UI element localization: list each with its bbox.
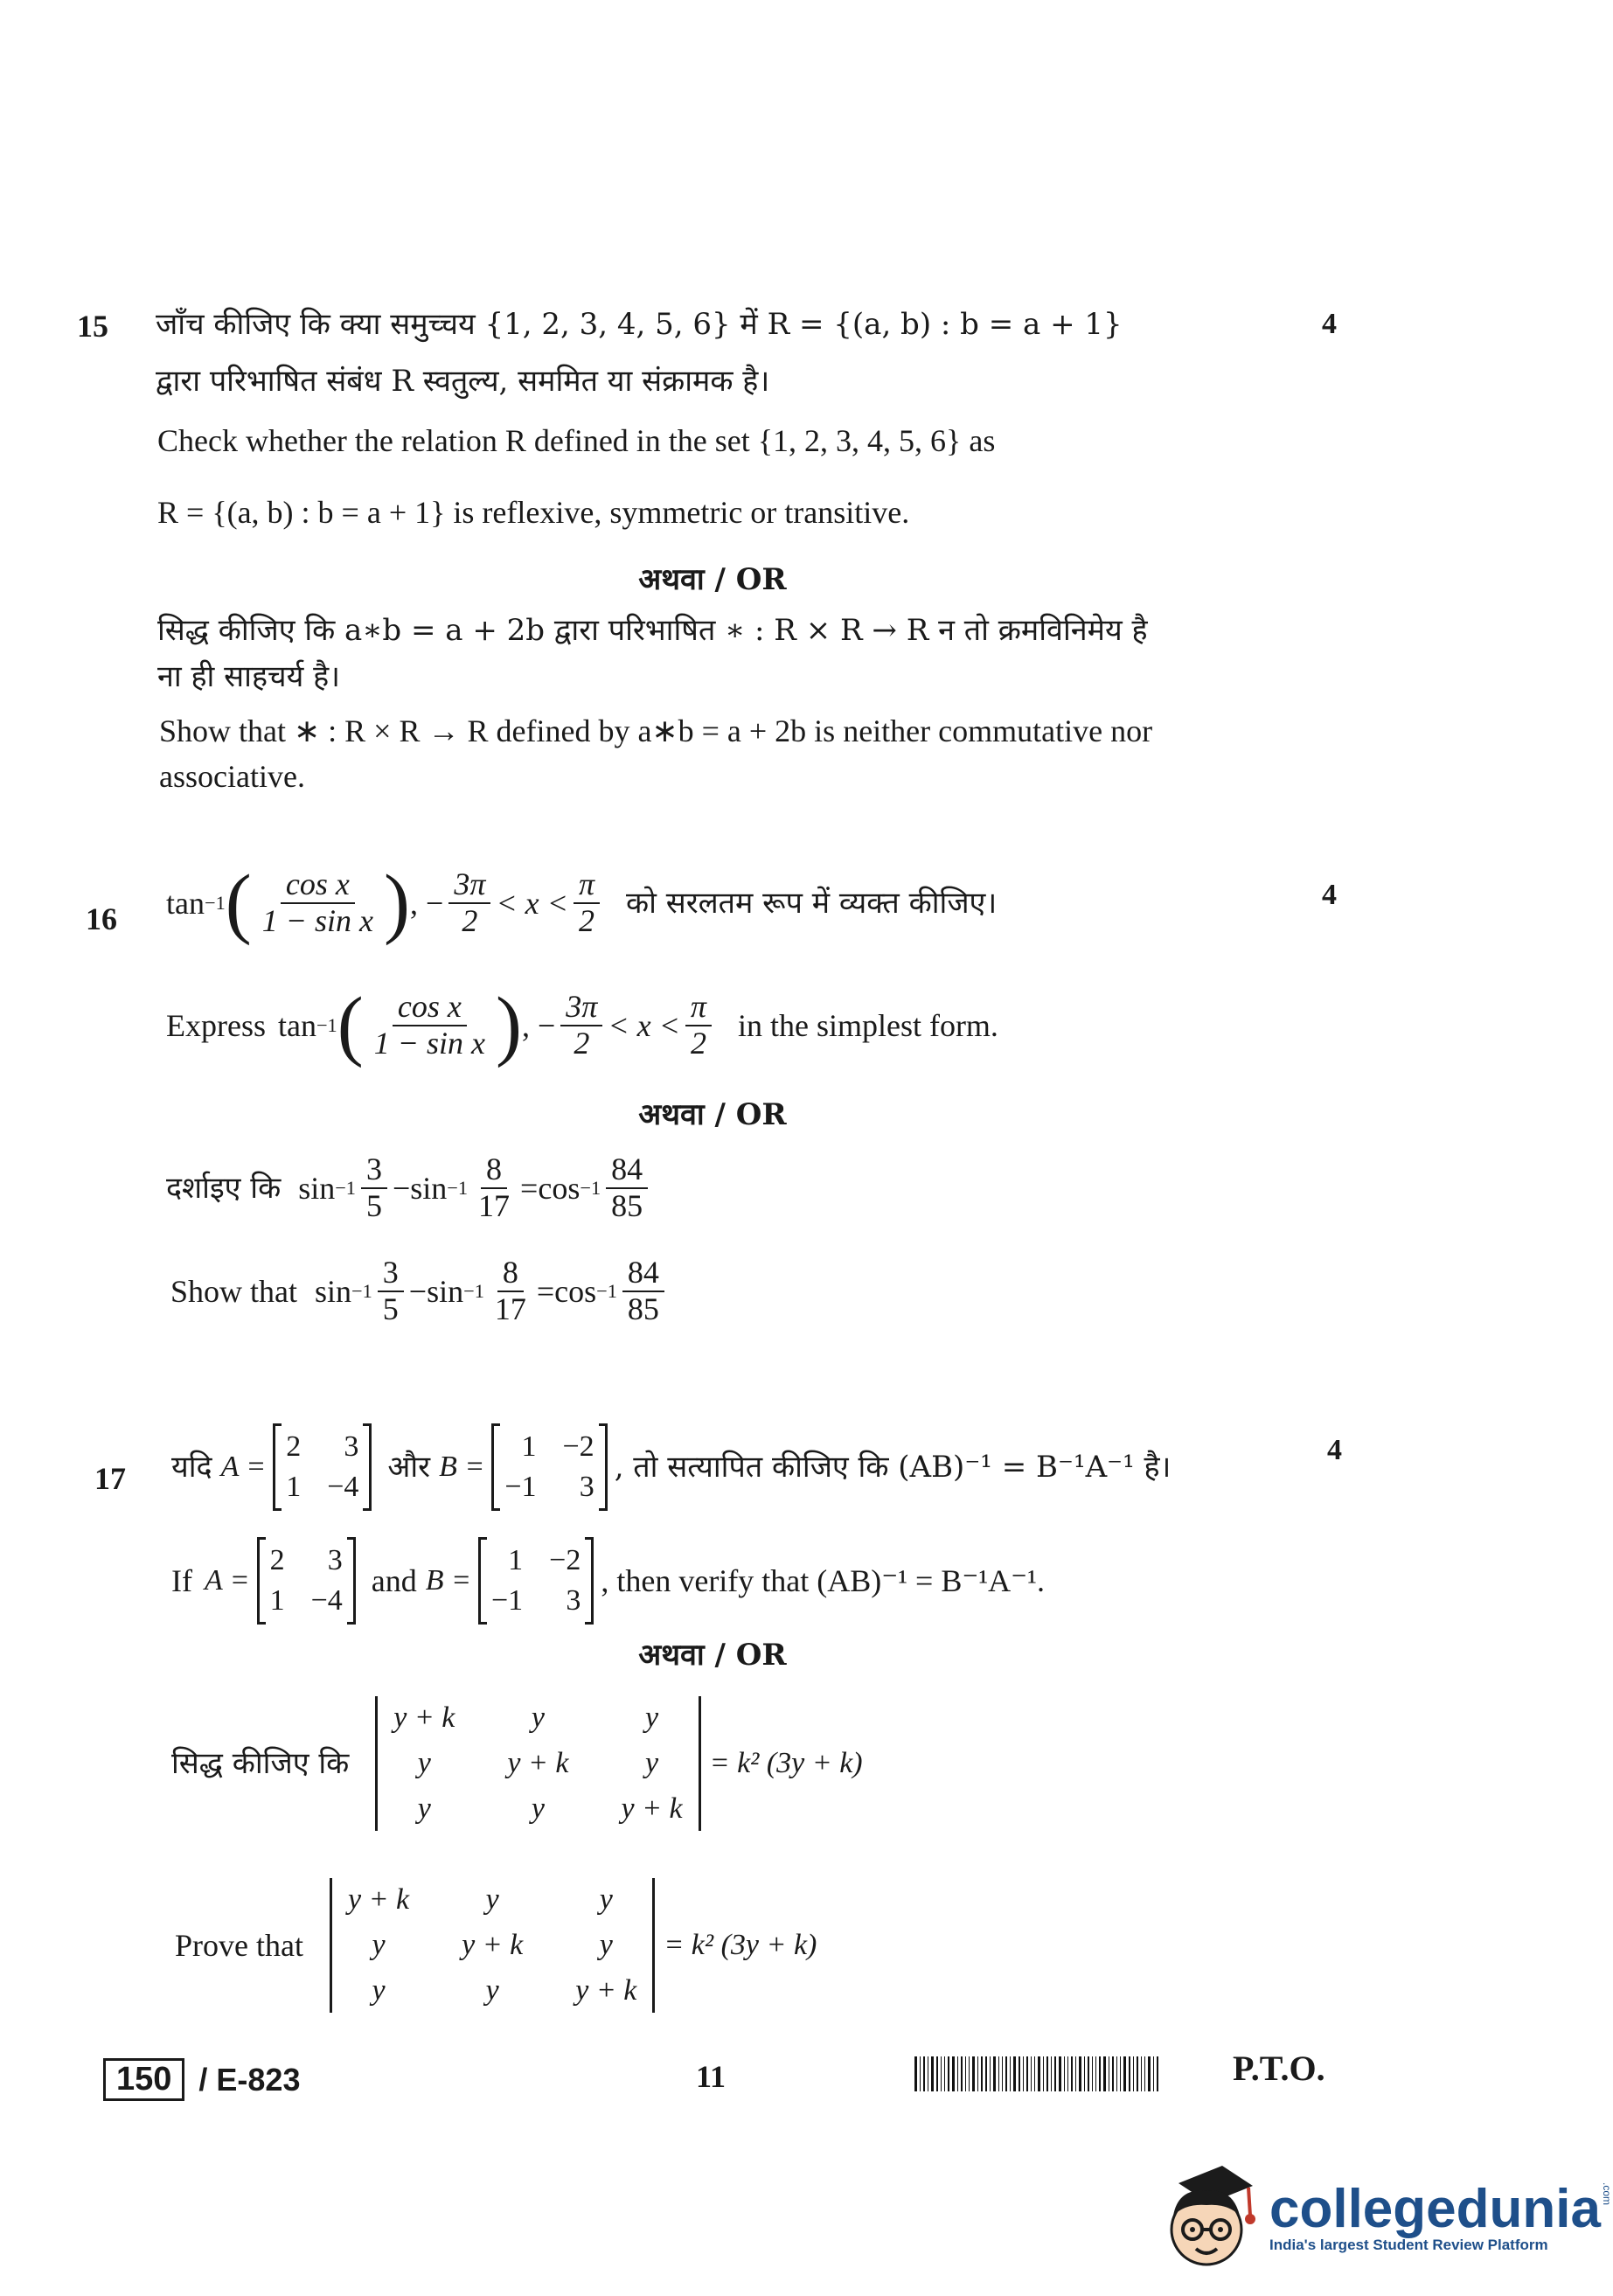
frac-numerator: cos x (393, 990, 467, 1026)
barcode-stripe (1129, 2056, 1130, 2091)
det-cell: y (417, 1747, 431, 1779)
matrix-a-cell: 3 (327, 1544, 343, 1576)
matrix-b-cell: −1 (490, 1584, 524, 1617)
q15-alt-hindi-line-2: ना ही साहचर्य है। (157, 659, 341, 694)
q15-alt-english-line-1: Show that ∗ : R × R → R defined by a∗b = a + 2b is neither commutative nor (159, 713, 1153, 748)
barcode-stripe (1112, 2056, 1114, 2091)
frac-85: 85 (611, 1187, 643, 1223)
q15-alt-english-line-2: associative. (159, 759, 305, 794)
barcode-stripe (1148, 2056, 1151, 2091)
q16-alt-english-expression (170, 1256, 670, 1326)
barcode-stripe (1157, 2056, 1158, 2091)
collegedunia-watermark (1152, 2161, 1613, 2275)
barcode-stripe (1031, 2056, 1032, 2091)
minus: − (408, 1273, 428, 1309)
matrix-b-cell: −1 (504, 1471, 537, 1503)
two: 2 (574, 1026, 590, 1061)
q17-hindi-tail: , तो सत्यापित कीजिए कि (AB)⁻¹ = B⁻¹A⁻¹ है। (614, 1450, 1172, 1485)
q17-hindi-expression (171, 1425, 1171, 1509)
barcode-stripe (1153, 2056, 1154, 2091)
q16-english-expression (166, 982, 998, 1068)
matrix-a-label: A = (220, 1451, 267, 1483)
frac-85: 85 (627, 1291, 659, 1326)
question-15-number: 15 (77, 309, 108, 344)
pi: π (574, 867, 600, 904)
det-rhs: = k² (3y + k) (664, 1929, 817, 1961)
det-cell: y + k (575, 1974, 637, 2007)
barcode-stripe (993, 2056, 996, 2091)
minus: − (392, 1170, 411, 1206)
barcode-stripe (1043, 2056, 1044, 2091)
q17-or-separator: अथवा / OR (638, 1638, 787, 1673)
inequality: < x < (608, 1008, 680, 1043)
matrix-b-cell: 1 (508, 1544, 524, 1576)
two: 2 (690, 1026, 706, 1061)
brand-com: .com (1600, 2182, 1613, 2206)
det-cell: y + k (347, 1883, 410, 1916)
equals: = (536, 1273, 555, 1309)
q15-or-separator: अथवा / OR (638, 562, 787, 597)
barcode-stripe (1088, 2056, 1089, 2091)
det-cell: y (372, 1929, 386, 1961)
det-cell: y (417, 1792, 431, 1825)
matrix-b-cell: −2 (562, 1430, 594, 1463)
matrix-a-cell: −4 (327, 1471, 359, 1503)
prove-hindi: सिद्ध कीजिए कि (171, 1746, 350, 1781)
barcode-stripe (957, 2056, 958, 2091)
page-number: 11 (696, 2059, 727, 2094)
q16-alt-hindi-expression (166, 1152, 653, 1223)
matrix-b (478, 1539, 594, 1623)
pi: π (685, 990, 712, 1026)
barcode-stripe (941, 2056, 942, 2091)
inequality: < x < (496, 886, 568, 921)
barcode-stripe (981, 2056, 983, 2091)
right-paren: ) (384, 859, 410, 946)
q15-hindi-line-2: द्वारा परिभाषित संबंध R स्वतुल्य, सममित या संक्रामक है। (156, 364, 770, 399)
barcode-stripe (1034, 2056, 1035, 2091)
det-cell: y (531, 1792, 545, 1825)
barcode-stripe (969, 2056, 970, 2091)
barcode (914, 2056, 1161, 2091)
barcode-stripe (1075, 2056, 1076, 2091)
show-english: Show that (170, 1273, 298, 1309)
question-15-marks: 4 (1322, 308, 1337, 340)
barcode-stripe (1054, 2056, 1056, 2091)
q16-hindi-expression (166, 859, 998, 946)
barcode-stripe (952, 2056, 955, 2091)
question-17-number: 17 (94, 1461, 126, 1496)
sin-fn: sin (410, 1170, 448, 1206)
matrix-b-cell: 3 (579, 1471, 594, 1503)
inverse-sup: −1 (463, 1279, 484, 1302)
barcode-stripe (923, 2056, 925, 2091)
inverse-sup: −1 (204, 892, 226, 914)
det-cell: y (645, 1747, 659, 1779)
range-prefix: , − (410, 886, 444, 921)
barcode-stripe (1002, 2056, 1003, 2091)
barcode-stripe (1005, 2056, 1007, 2091)
barcode-stripe (1013, 2056, 1016, 2091)
barcode-stripe (931, 2056, 934, 2091)
matrix-a-cell: 3 (344, 1430, 359, 1463)
determinant (375, 1696, 700, 1831)
paper-code (103, 2058, 300, 2101)
barcode-stripe (944, 2056, 945, 2091)
frac-8: 8 (497, 1256, 524, 1292)
barcode-stripe (914, 2056, 917, 2091)
two: 2 (578, 903, 594, 938)
equals: = (520, 1170, 539, 1206)
q15-hindi-line-1: जाँच कीजिए कि क्या समुच्चय {1, 2, 3, 4, 5, 6} में R = {(a, b) : b = a + 1} (156, 307, 1123, 342)
barcode-stripe (1120, 2056, 1121, 2091)
matrix-a-cell: 2 (269, 1544, 285, 1576)
barcode-stripe (977, 2056, 978, 2091)
barcode-stripe (1079, 2056, 1081, 2091)
prove-english: Prove that (175, 1928, 303, 1963)
matrix-b-cell: 1 (521, 1430, 537, 1463)
right-paren: ) (496, 982, 522, 1068)
det-cell: y + k (507, 1747, 569, 1779)
det-cell: y (485, 1883, 499, 1916)
barcode-stripe (1141, 2056, 1142, 2091)
tan-fn: tan (277, 1008, 316, 1043)
barcode-stripe (1116, 2056, 1117, 2091)
frac-denominator: 1 − sin x (261, 903, 374, 938)
matrix-b (491, 1425, 607, 1509)
inverse-sup: −1 (580, 1176, 601, 1199)
barcode-stripe (1123, 2056, 1126, 2091)
barcode-stripe (1071, 2056, 1073, 2091)
q16-hindi-tail: को सरलतम रूप में व्यक्त कीजिए। (625, 886, 998, 921)
matrix-a-cell: 2 (286, 1430, 302, 1463)
barcode-stripe (990, 2056, 991, 2091)
barcode-stripe (1019, 2056, 1020, 2091)
barcode-stripe (1023, 2056, 1024, 2091)
brand-tagline: India's largest Student Review Platform (1269, 2237, 1548, 2253)
range-prefix: , − (521, 1008, 556, 1043)
frac-17: 17 (478, 1187, 511, 1223)
matrix-b-cell: 3 (566, 1584, 581, 1617)
barcode-stripe (1067, 2056, 1068, 2091)
det-rhs: = k² (3y + k) (709, 1747, 863, 1779)
barcode-stripe (1026, 2056, 1028, 2091)
barcode-stripe (1010, 2056, 1011, 2091)
inverse-sup: −1 (335, 1176, 356, 1199)
matrix-a (273, 1425, 372, 1509)
det-cell: y (645, 1701, 659, 1734)
barcode-stripe (920, 2056, 921, 2091)
frac-5: 5 (365, 1187, 382, 1223)
barcode-stripe (1103, 2056, 1106, 2091)
inverse-sup: −1 (447, 1176, 469, 1199)
and-english: and (371, 1563, 417, 1598)
inverse-sup: −1 (316, 1014, 337, 1036)
three-pi: 3π (560, 990, 602, 1026)
det-cell: y (531, 1701, 545, 1734)
q17-english-expression (171, 1539, 1045, 1623)
q16-or-separator: अथवा / OR (638, 1097, 787, 1132)
barcode-stripe (1051, 2056, 1052, 2091)
q17-english-tail: , then verify that (AB)⁻¹ = B⁻¹A⁻¹. (601, 1563, 1045, 1598)
sin-fn: sin (427, 1273, 464, 1309)
frac-3: 3 (378, 1256, 404, 1292)
question-16-marks: 4 (1322, 879, 1337, 911)
q15-english-line-2: R = {(a, b) : b = a + 1} is reflexive, symmetric or transitive. (157, 495, 910, 530)
paper-code-series: / E-823 (198, 2061, 301, 2098)
paper-code-box: 150 (103, 2058, 184, 2101)
det-cell: y + k (621, 1792, 683, 1825)
left-paren: ( (337, 982, 364, 1068)
det-cell: y + k (462, 1929, 524, 1961)
q17-alt-english-expression (175, 1878, 817, 2013)
barcode-stripe (1046, 2056, 1048, 2091)
barcode-stripe (972, 2056, 975, 2091)
determinant (330, 1878, 655, 2013)
frac-denominator: 1 − sin x (373, 1026, 485, 1061)
left-paren: ( (225, 859, 252, 946)
frac-3: 3 (361, 1152, 387, 1189)
q15-alt-hindi-line-1: सिद्ध कीजिए कि a∗b = a + 2b द्वारा परिभाषित ∗ : R × R → R न तो क्रमविनिमेय है (157, 613, 1148, 648)
inverse-sup: −1 (596, 1279, 617, 1302)
and-hindi: और (387, 1450, 431, 1485)
barcode-stripe (985, 2056, 987, 2091)
matrix-a-cell: −4 (310, 1584, 343, 1617)
barcode-stripe (965, 2056, 966, 2091)
sin-fn: sin (298, 1170, 336, 1206)
matrix-a-cell: 1 (286, 1471, 302, 1503)
brand-text-block (1269, 2179, 1613, 2254)
barcode-stripe (998, 2056, 999, 2091)
question-16-number: 16 (86, 901, 117, 936)
question-17-marks: 4 (1327, 1434, 1342, 1466)
q17-alt-hindi-expression (171, 1696, 863, 1831)
barcode-stripe (1038, 2056, 1040, 2091)
show-hindi: दर्शाइए कि (166, 1170, 282, 1206)
barcode-stripe (936, 2056, 938, 2091)
three-pi: 3π (448, 867, 490, 904)
express-word: Express (166, 1008, 266, 1043)
barcode-stripe (948, 2056, 949, 2091)
barcode-stripe (1133, 2056, 1134, 2091)
barcode-stripe (1084, 2056, 1085, 2091)
matrix-a (257, 1539, 356, 1623)
barcode-stripe (1095, 2056, 1096, 2091)
frac-17: 17 (494, 1291, 526, 1326)
det-cell: y + k (393, 1701, 455, 1734)
two: 2 (462, 903, 478, 938)
brand-name: collegedunia (1269, 2179, 1601, 2239)
student-mascot-icon (1152, 2161, 1257, 2275)
tan-fn: tan (166, 886, 205, 921)
det-cell: y (372, 1974, 386, 2007)
matrix-b-cell: −2 (549, 1544, 581, 1576)
sin-fn: sin (315, 1273, 352, 1309)
barcode-stripe (1144, 2056, 1145, 2091)
if-hindi: यदि (171, 1450, 212, 1485)
cos-fn: cos (554, 1273, 597, 1309)
q15-english-line-1: Check whether the relation R defined in the set {1, 2, 3, 4, 5, 6} as (157, 423, 996, 458)
inverse-sup: −1 (351, 1279, 372, 1302)
barcode-stripe (1064, 2056, 1065, 2091)
det-cell: y (485, 1974, 499, 2007)
matrix-a-cell: 1 (269, 1584, 285, 1617)
frac-84: 84 (606, 1152, 648, 1189)
frac-5: 5 (382, 1291, 399, 1326)
matrix-a-label: A = (204, 1564, 250, 1597)
matrix-b-label: B = (425, 1564, 471, 1597)
barcode-stripe (1092, 2056, 1093, 2091)
det-cell: y (599, 1883, 613, 1916)
barcode-stripe (1059, 2056, 1061, 2091)
frac-84: 84 (622, 1256, 664, 1292)
barcode-stripe (1137, 2056, 1138, 2091)
if-english: If (171, 1563, 192, 1598)
cos-fn: cos (538, 1170, 581, 1206)
barcode-stripe (961, 2056, 963, 2091)
q16-english-tail: in the simplest form. (737, 1008, 998, 1043)
barcode-stripe (1099, 2056, 1101, 2091)
pto-label: P.T.O. (1233, 2049, 1325, 2088)
frac-8: 8 (481, 1152, 507, 1189)
matrix-b-label: B = (439, 1451, 485, 1483)
frac-numerator: cos x (281, 867, 355, 904)
det-cell: y (599, 1929, 613, 1961)
